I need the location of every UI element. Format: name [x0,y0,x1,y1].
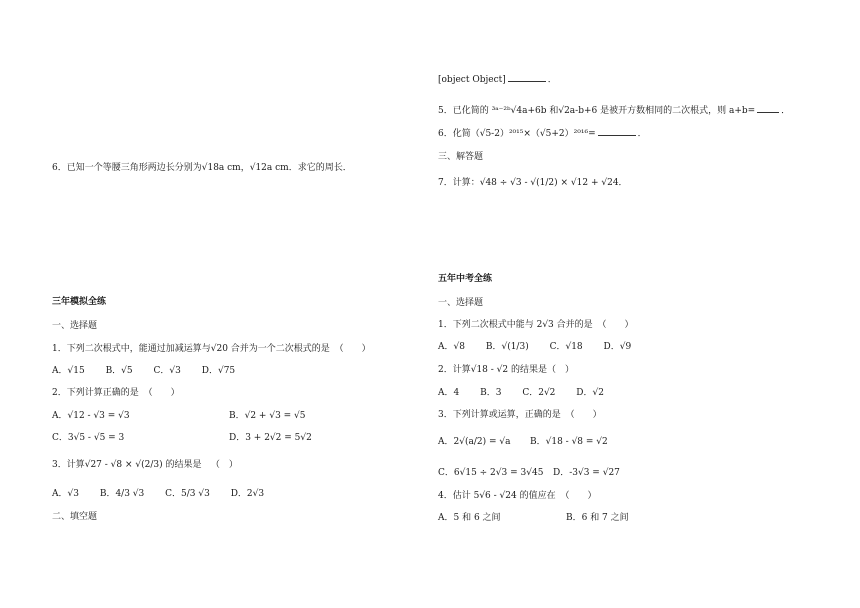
right-q5-end: ． [781,106,791,116]
left-q2-option-c: C．3√5 - √5 = 3 [52,433,125,443]
right-q2-option-d: D．√2 [576,388,604,398]
right-q2-stem: 2．计算√18 - √2 的结果是（ ） [438,365,574,375]
right-q1-paren: （ ） [597,320,634,330]
right-q3-stem [438,408,604,422]
right-q6-blank [598,126,636,136]
right-q5-text: 5．已化简的 ³ᵃ⁻²ᵇ√4a+6b 和√2a-b+6 是被开方数相同的二次根式，则 a+b= [438,106,756,116]
left-q1-option-a: A．√15 [52,366,85,376]
right-q3-option-b: B．√18 - √8 = √2 [530,437,608,447]
left-q2-paren: （ ） [143,388,180,398]
right-q4-end: ． [547,75,557,85]
left-q2-stem [52,386,182,400]
right-answer-heading: 三、解答题 [438,152,484,162]
right-q6-end: ． [637,129,647,139]
right-section-title: 五年中考全练 [438,274,493,284]
left-q3-options [52,487,282,501]
right-q2-options [438,386,622,400]
left-q1-option-b: B．√5 [105,366,133,376]
right-q1-option-b: B．√(1/3) [485,342,529,352]
right-q2-option-c: C．2√2 [522,388,556,398]
right-question-4 [438,72,557,87]
right-q4-option-a: A．5 和 6 之间 [438,513,501,523]
left-section-title: 三年模拟全练 [52,297,107,307]
left-q3-option-d: D．2√3 [230,489,265,499]
right-q6-text: 6．化简（√5-2）²⁰¹⁵×（√5+2）²⁰¹⁶= [438,129,596,139]
right-q1-option-c: C．√18 [549,342,583,352]
right-q1-option-a: A．√8 [438,342,465,352]
right-q2-option-b: B．3 [480,388,502,398]
left-q2-option-b: B．√2 + √3 = √5 [229,411,306,421]
right-choice-heading: 一、选择题 [438,298,484,308]
left-q2-text: 2．下列计算正确的是 [52,388,139,398]
right-q1-options [438,340,649,354]
right-q5-blank [757,103,779,113]
left-fill-heading: 二、填空题 [52,512,98,522]
left-q1-option-c: C．√3 [153,366,181,376]
right-q3-paren: （ ） [565,410,602,420]
right-question-6 [438,126,647,141]
right-q4-mc-text: 4．估计 5√6 - √24 的值应在 [438,491,556,501]
left-q1-text: 1．下列二次根式中，能通过加减运算与√20 合并为一个二次根式的是 [52,344,330,354]
left-q1-options [52,364,253,378]
right-question-7: 7．计算：√48 ÷ √3 - √(1/2) × √12 + √24． [438,178,628,188]
left-q3-text: 3．计算√27 - √8 × √(2/3) 的结果是 [52,460,202,470]
left-choice-heading: 一、选择题 [52,321,98,331]
right-question-5 [438,103,790,118]
left-q1-option-d: D．√75 [201,366,236,376]
right-q4-paren: （ ） [560,491,597,501]
right-q1-text: 1．下列二次根式中能与 2√3 合并的是 [438,320,593,330]
right-q1-stem [438,318,636,332]
right-q1-option-d: D．√9 [603,342,632,352]
right-q3-text: 3．下列计算或运算，正确的是 [438,410,561,420]
right-q3-option-c: C．6√15 ÷ 2√3 = 3√45 [438,468,544,478]
left-q1-paren: （ ） [334,344,371,354]
right-q3-option-a: A．2√(a/2) = √a [438,437,511,447]
right-q3-option-d: D．-3√3 = √27 [553,468,620,478]
left-q1-stem [52,342,373,356]
left-q3-stem [52,458,244,472]
right-q4-text: [object Object] [438,75,506,85]
left-question-6: 6．已知一个等腰三角形两边长分别为√18a cm，√12a cm．求它的周长． [52,163,352,173]
right-q4-option-b: B．6 和 7 之间 [566,513,629,523]
right-q2-option-a: A．4 [438,388,460,398]
left-q2-option-d: D．3 + 2√2 = 5√2 [229,433,312,443]
right-q4-blank [508,72,546,82]
left-q3-option-a: A．√3 [52,489,79,499]
left-q2-option-a: A．√12 - √3 = √3 [52,411,130,421]
right-q4-stem [438,489,598,503]
left-q3-paren: （ ） [210,460,238,470]
left-q3-option-c: C．5/3 √3 [165,489,210,499]
left-q3-option-b: B．4/3 √3 [99,489,145,499]
